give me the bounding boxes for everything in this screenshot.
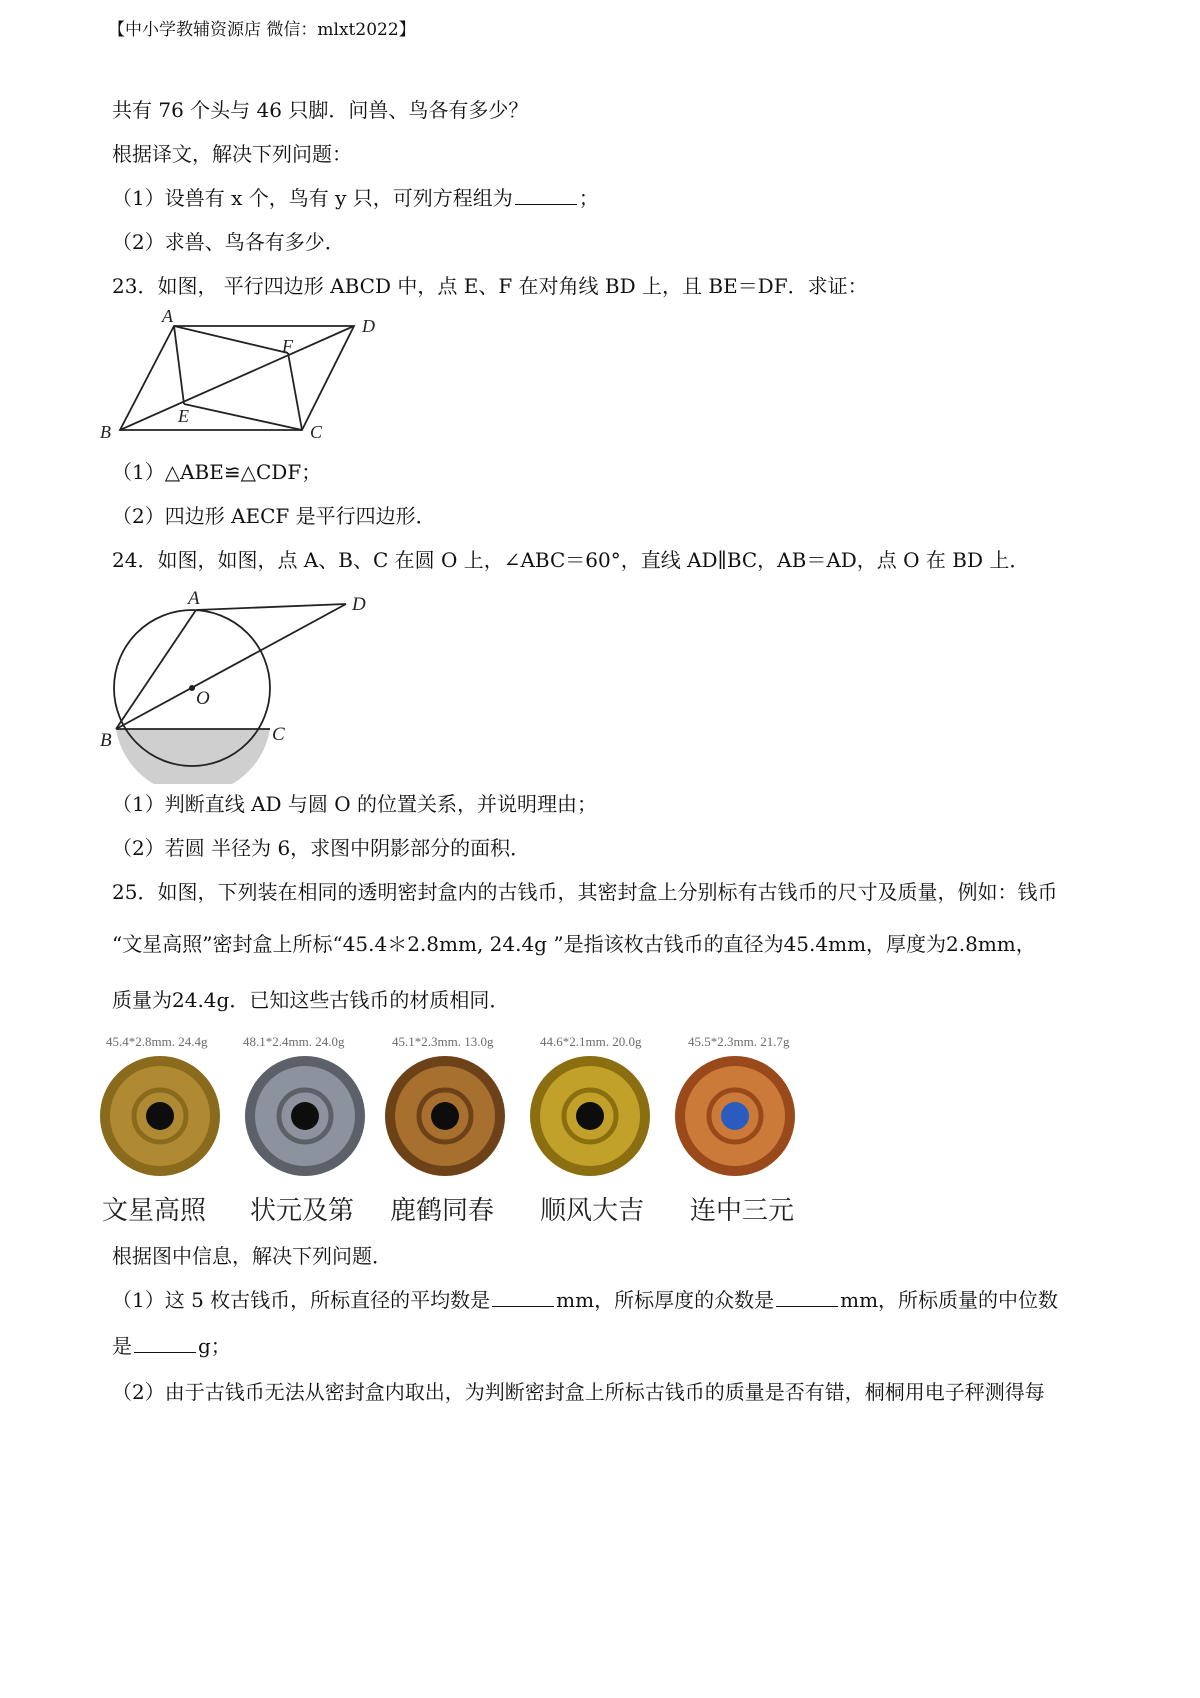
- p25-question-2: （2）由于古钱币无法从密封盒内取出，为判断密封盒上所标古钱币的质量是否有错，桐桐用电子秤测得每: [112, 1380, 1045, 1404]
- answer-blank: [134, 1334, 196, 1353]
- segment-ba: [116, 610, 196, 729]
- circle-figure: [96, 584, 396, 784]
- coin-name: 状元及第: [250, 1196, 355, 1226]
- p22-q1-suffix: ；: [578, 186, 599, 210]
- label-a: A: [188, 588, 200, 609]
- p22-line-1: 共有 76 个头与 46 只脚．问兽、鸟各有多少？: [112, 98, 529, 122]
- p25-q1-part-e: g；: [198, 1334, 231, 1358]
- label-b: B: [100, 422, 111, 442]
- p25-stem-line-2: “文星高照”密封盒上所标“45.4＊2.8mm, 24.4g ”是指该枚古钱币的直径为45.4mm，厚度为2.8mm，: [112, 932, 1036, 956]
- label-f: F: [282, 336, 293, 356]
- segment-fc: [288, 353, 302, 430]
- coin-name: 文星高照: [102, 1196, 207, 1226]
- coin-images: [100, 1054, 820, 1184]
- segment-ec: [184, 404, 302, 430]
- center-point-o: [189, 685, 195, 691]
- p25-question-1: [112, 1286, 1058, 1314]
- line-ad: [196, 604, 346, 610]
- label-o: O: [196, 688, 210, 709]
- p25-stem-line-1: 25．如图，下列装在相同的透明密封盒内的古钱币，其密封盒上分别标有古钱币的尺寸及质量，例如：钱币: [112, 880, 1058, 904]
- p25-stem-line-3: 质量为24.4g．已知这些古钱币的材质相同．: [112, 988, 510, 1012]
- label-b: B: [100, 730, 112, 751]
- ancient-coin-image: [100, 1056, 220, 1176]
- coin-size-label: 48.1*2.4mm. 24.0g: [243, 1034, 345, 1049]
- source-header-tag: 【中小学教辅资源店 微信：mlxt2022】: [108, 20, 416, 40]
- coin-size-label: 45.1*2.3mm. 13.0g: [392, 1034, 494, 1049]
- p24-stem: 24．如图，如图，点 A、B、C 在圆 O 上，∠ABC＝60°，直线 AD∥BC，AB＝AD，点 O 在 BD 上．: [112, 548, 1030, 572]
- p25-q1-part-c: mm，所标质量的中位数: [840, 1288, 1059, 1312]
- p22-question-2: （2）求兽、鸟各有多少．: [112, 230, 345, 254]
- segment-af: [174, 326, 288, 353]
- ancient-coin-image: [385, 1056, 505, 1176]
- ancient-coin-image: [675, 1056, 795, 1176]
- answer-blank: [515, 186, 577, 205]
- label-e: E: [178, 406, 189, 426]
- p23-question-1: （1）△ABE≌△CDF；: [112, 460, 322, 484]
- segment-ae: [174, 326, 184, 404]
- ancient-coin-image: [245, 1056, 365, 1176]
- p24-question-2: （2）若圆 半径为 6，求图中阴影部分的面积．: [112, 836, 531, 860]
- p25-q1-part-d: 是: [112, 1334, 132, 1358]
- p22-q1-text: （1）设兽有 x 个，鸟有 y 只，可列方程组为: [112, 186, 513, 210]
- p25-q1-part-b: mm，所标厚度的众数是: [556, 1288, 775, 1312]
- answer-blank: [776, 1288, 838, 1307]
- coin-name: 连中三元: [690, 1196, 795, 1226]
- label-d: D: [362, 316, 375, 336]
- ancient-coin-image: [530, 1056, 650, 1176]
- p24-question-1: （1）判断直线 AD 与圆 O 的位置关系，并说明理由；: [112, 792, 598, 816]
- coins-figure: [100, 1030, 820, 1230]
- coin-name: 鹿鹤同春: [390, 1196, 495, 1226]
- p25-after-figure: 根据图中信息，解决下列问题．: [112, 1244, 392, 1268]
- parallelogram-figure: [100, 308, 400, 448]
- label-c: C: [272, 724, 285, 745]
- p22-line-2: 根据译文，解决下列问题：: [112, 142, 352, 166]
- shaded-segment: [116, 729, 270, 784]
- coin-name: 顺风大吉: [540, 1196, 645, 1226]
- label-a: A: [162, 308, 173, 326]
- coin-size-label: 45.5*2.3mm. 21.7g: [688, 1034, 790, 1049]
- p23-question-2: （2）四边形 AECF 是平行四边形．: [112, 504, 436, 528]
- p23-stem: 23．如图， 平行四边形 ABCD 中，点 E、F 在对角线 BD 上，且 BE＝DF．求证：: [112, 274, 868, 298]
- p22-question-1: [112, 184, 599, 212]
- label-d: D: [352, 594, 366, 615]
- p25-question-1-cont: [112, 1332, 231, 1360]
- coin-size-label: 44.6*2.1mm. 20.0g: [540, 1034, 642, 1049]
- answer-blank: [492, 1288, 554, 1307]
- coin-size-label: 45.4*2.8mm. 24.4g: [106, 1034, 208, 1049]
- label-c: C: [310, 422, 323, 442]
- p25-q1-part-a: （1）这 5 枚古钱币，所标直径的平均数是: [112, 1288, 491, 1312]
